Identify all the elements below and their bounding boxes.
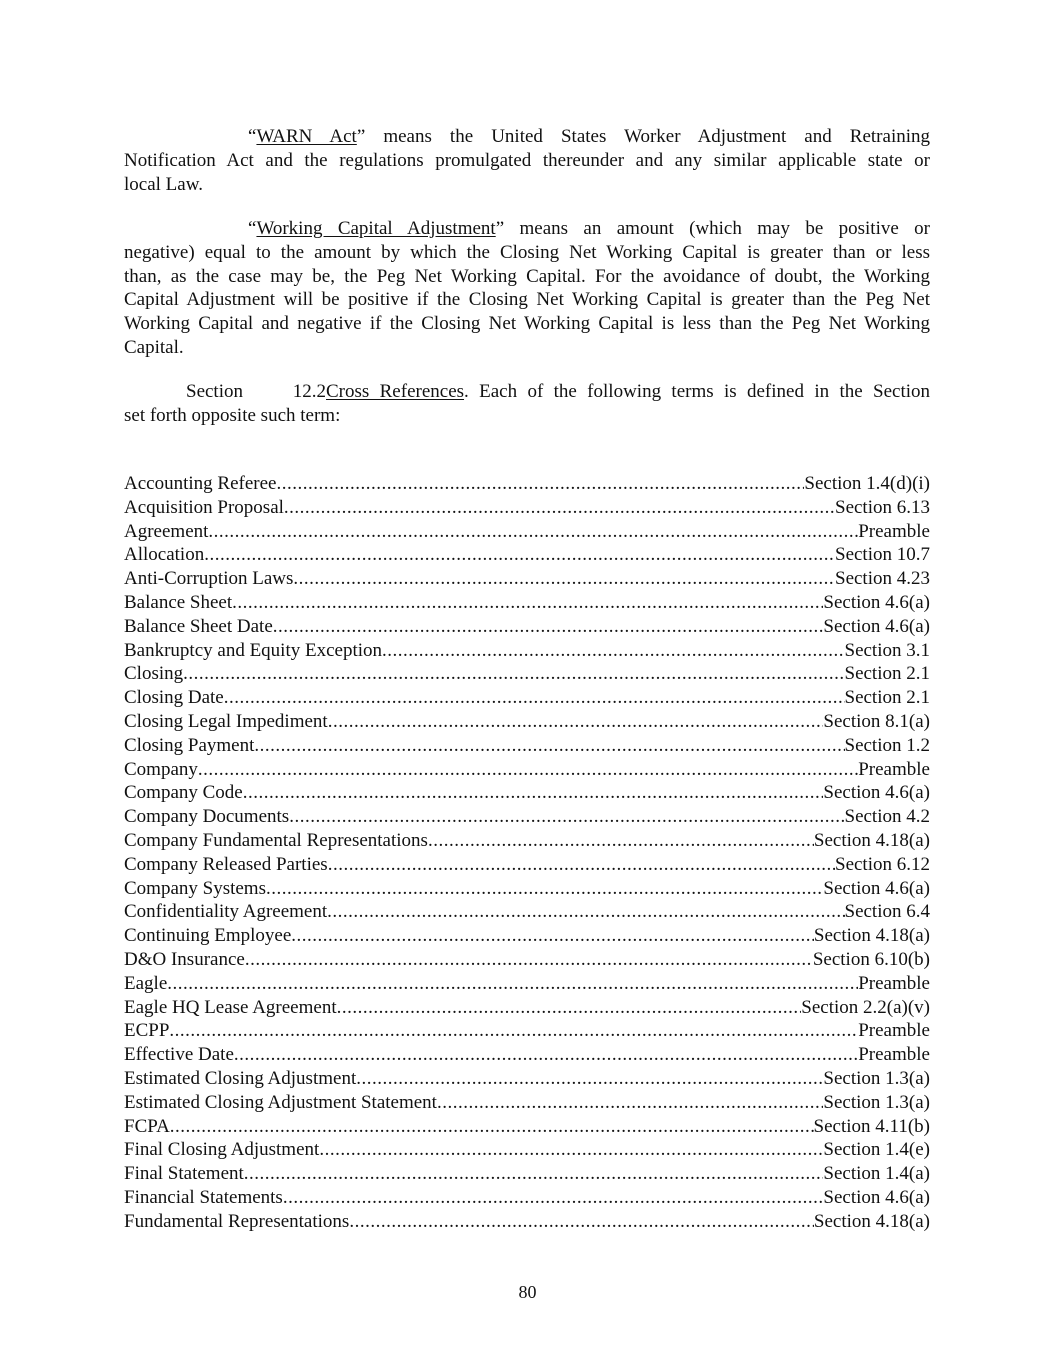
term-name: Eagle (124, 972, 168, 994)
term-reference: Section 6.4 (844, 901, 930, 923)
term-name: Eagle HQ Lease Agreement (124, 996, 337, 1018)
definition-warn-act (124, 125, 930, 196)
term-reference: Preamble (858, 520, 930, 542)
dot-leader (224, 686, 845, 710)
definition-working-capital-adjustment (124, 217, 930, 360)
term-name: Financial Statements (124, 1186, 283, 1208)
cross-reference-row (124, 829, 930, 853)
cross-reference-row (124, 1162, 930, 1186)
term-reference: Section 1.4(a) (823, 1163, 930, 1185)
wca-line: Capital Adjustment will be positive if the Closing Net Working Capital is greater than the Peg Net (124, 289, 930, 311)
cross-reference-row (124, 948, 930, 972)
dot-leader (283, 1186, 824, 1210)
dot-leader (245, 948, 813, 972)
cross-reference-row (124, 734, 930, 758)
cross-reference-row (124, 543, 930, 567)
term-reference: Section 4.23 (835, 568, 930, 590)
section-title: Cross References (326, 381, 465, 402)
term-reference: Section 4.6(a) (823, 1186, 930, 1208)
term-name: D&O Insurance (124, 948, 245, 970)
term-name: Effective Date (124, 1044, 234, 1066)
dot-leader (428, 829, 814, 853)
cross-reference-row (124, 1019, 930, 1043)
term-reference: Preamble (858, 972, 930, 994)
term-name: Anti-Corruption Laws (124, 568, 294, 590)
term-reference: Preamble (858, 758, 930, 780)
term-name: Closing Legal Impediment (124, 710, 328, 732)
cross-reference-row (124, 662, 930, 686)
dot-leader (327, 900, 844, 924)
term-name: Balance Sheet (124, 591, 233, 613)
term-name: Company (124, 758, 198, 780)
wca-line: Working Capital and negative if the Closing Net Working Capital is less than the Peg Net Working (124, 313, 930, 335)
term-name: Company Released Parties (124, 853, 328, 875)
term-reference: Section 2.2(a)(v) (801, 996, 930, 1018)
wca-line: Capital. (124, 336, 184, 358)
cross-reference-row (124, 615, 930, 639)
cross-reference-row (124, 472, 930, 496)
term-reference: Section 8.1(a) (823, 710, 930, 732)
term-name: Company Documents (124, 806, 290, 828)
term-reference: Section 6.13 (835, 496, 930, 518)
term-reference: Section 4.18(a) (813, 1210, 930, 1232)
term-name: Accounting Referee (124, 473, 277, 494)
term-reference: Section 4.6(a) (823, 782, 930, 804)
dot-leader (208, 520, 858, 544)
term-name: Acquisition Proposal (124, 496, 284, 518)
term-name: FCPA (124, 1115, 170, 1137)
dot-leader (356, 1067, 823, 1091)
cross-reference-row (124, 972, 930, 996)
cross-reference-row (124, 1186, 930, 1210)
cross-reference-row (124, 805, 930, 829)
dot-leader (244, 1162, 824, 1186)
term-name: Allocation (124, 544, 205, 566)
warn-line-2: Notification Act and the regulations promulgated thereunder and any similar applicable state or (124, 149, 930, 171)
dot-leader (234, 1043, 858, 1067)
dot-leader (204, 543, 835, 567)
page-number: 80 (518, 1282, 537, 1302)
term-reference: Section 4.6(a) (823, 877, 930, 899)
term-reference: Section 1.4(d)(i) (804, 473, 930, 494)
cross-reference-row (124, 877, 930, 901)
term-reference: Section 4.18(a) (813, 925, 930, 947)
dot-leader (382, 639, 844, 663)
term-reference: Section 4.6(a) (823, 615, 930, 637)
term-reference: Preamble (858, 1020, 930, 1042)
dot-leader (284, 496, 835, 520)
term-reference: Section 2.1 (844, 687, 930, 709)
cross-reference-row (124, 639, 930, 663)
term-name: Company Systems (124, 877, 266, 899)
cross-reference-row (124, 1138, 930, 1162)
term-name: ECPP (124, 1020, 170, 1042)
section-number: Section 12.2 (186, 381, 326, 402)
cross-reference-row (124, 1115, 930, 1139)
term-name: Company Code (124, 782, 243, 804)
cross-reference-row (124, 1210, 930, 1234)
term-name: Continuing Employee (124, 925, 292, 947)
term-name: Closing Date (124, 687, 224, 709)
dot-leader (232, 591, 823, 615)
term-name: Closing Payment (124, 734, 255, 756)
term-name: Agreement (124, 520, 209, 542)
dot-leader (291, 924, 814, 948)
dot-leader (266, 877, 823, 901)
term-reference: Section 4.6(a) (823, 591, 930, 613)
term-reference: Section 6.10(b) (812, 948, 930, 970)
dot-leader (273, 615, 824, 639)
cross-reference-row (124, 853, 930, 877)
dot-leader (170, 1115, 814, 1139)
cross-reference-row (124, 758, 930, 782)
cross-reference-row (124, 781, 930, 805)
cross-reference-row (124, 567, 930, 591)
term-name: Company Fundamental Representations (124, 829, 428, 851)
term-name: Fundamental Representations (124, 1210, 350, 1232)
cross-reference-row (124, 496, 930, 520)
defined-term: WARN Act (256, 126, 357, 147)
dot-leader (289, 805, 844, 829)
dot-leader (183, 662, 844, 686)
dot-leader (198, 758, 858, 782)
section-line-1: Section 12.2Cross References. Each of the following terms is defined in the Section (186, 381, 930, 402)
cross-reference-row (124, 710, 930, 734)
dot-leader (167, 972, 858, 996)
term-reference: Section 10.7 (835, 544, 930, 566)
cross-reference-row (124, 1067, 930, 1091)
cross-reference-row (124, 591, 930, 615)
cross-reference-row (124, 996, 930, 1020)
dot-leader (337, 996, 802, 1020)
dot-leader (328, 710, 824, 734)
term-reference: Section 1.2 (844, 734, 930, 756)
dot-leader (254, 734, 844, 758)
warn-line-3: local Law. (124, 173, 203, 195)
term-reference: Section 4.18(a) (813, 829, 930, 851)
cross-reference-list (124, 472, 930, 1234)
term-reference: Section 1.3(a) (823, 1067, 930, 1089)
wca-line: negative) equal to the amount by which the Closing Net Working Capital is greater than or less (124, 241, 930, 263)
term-reference: Section 3.1 (844, 639, 930, 661)
term-name: Final Statement (124, 1163, 244, 1185)
cross-reference-row (124, 1043, 930, 1067)
term-name: Confidentiality Agreement (124, 901, 328, 923)
dot-leader (328, 853, 835, 877)
cross-reference-row (124, 1091, 930, 1115)
cross-reference-row (124, 686, 930, 710)
cross-reference-row (124, 924, 930, 948)
dot-leader (293, 567, 835, 591)
cross-reference-row (124, 900, 930, 924)
term-reference: Section 6.12 (835, 853, 930, 875)
term-name: Final Closing Adjustment (124, 1139, 320, 1161)
wca-line: than, as the case may be, the Peg Net Working Capital. For the avoidance of doubt, the Working (124, 265, 930, 287)
term-reference: Section 4.2 (844, 806, 930, 828)
dot-leader (243, 781, 824, 805)
term-reference: Preamble (858, 1044, 930, 1066)
dot-leader (437, 1091, 823, 1115)
dot-leader (349, 1210, 814, 1234)
section-12-2 (124, 380, 930, 428)
term-name: Closing (124, 663, 184, 685)
warn-line-1: “WARN Act” means the United States Worker Adjustment and Retraining (248, 126, 931, 147)
term-reference: Section 1.4(e) (823, 1139, 930, 1161)
term-name: Estimated Closing Adjustment Statement (124, 1091, 437, 1113)
wca-line-1: “Working Capital Adjustment” means an amount (which may be positive or (248, 218, 930, 239)
term-reference: Section 1.3(a) (823, 1091, 930, 1113)
dot-leader (319, 1138, 823, 1162)
dot-leader (276, 472, 804, 496)
term-reference: Section 4.11(b) (813, 1115, 930, 1137)
term-reference: Section 2.1 (844, 663, 930, 685)
term-name: Estimated Closing Adjustment (124, 1067, 357, 1089)
term-name: Balance Sheet Date (124, 615, 273, 637)
cross-reference-row (124, 520, 930, 544)
section-line-2: set forth opposite such term: (124, 404, 341, 426)
term-name: Bankruptcy and Equity Exception (124, 639, 383, 661)
dot-leader (169, 1019, 858, 1043)
defined-term: Working Capital Adjustment (256, 218, 496, 239)
